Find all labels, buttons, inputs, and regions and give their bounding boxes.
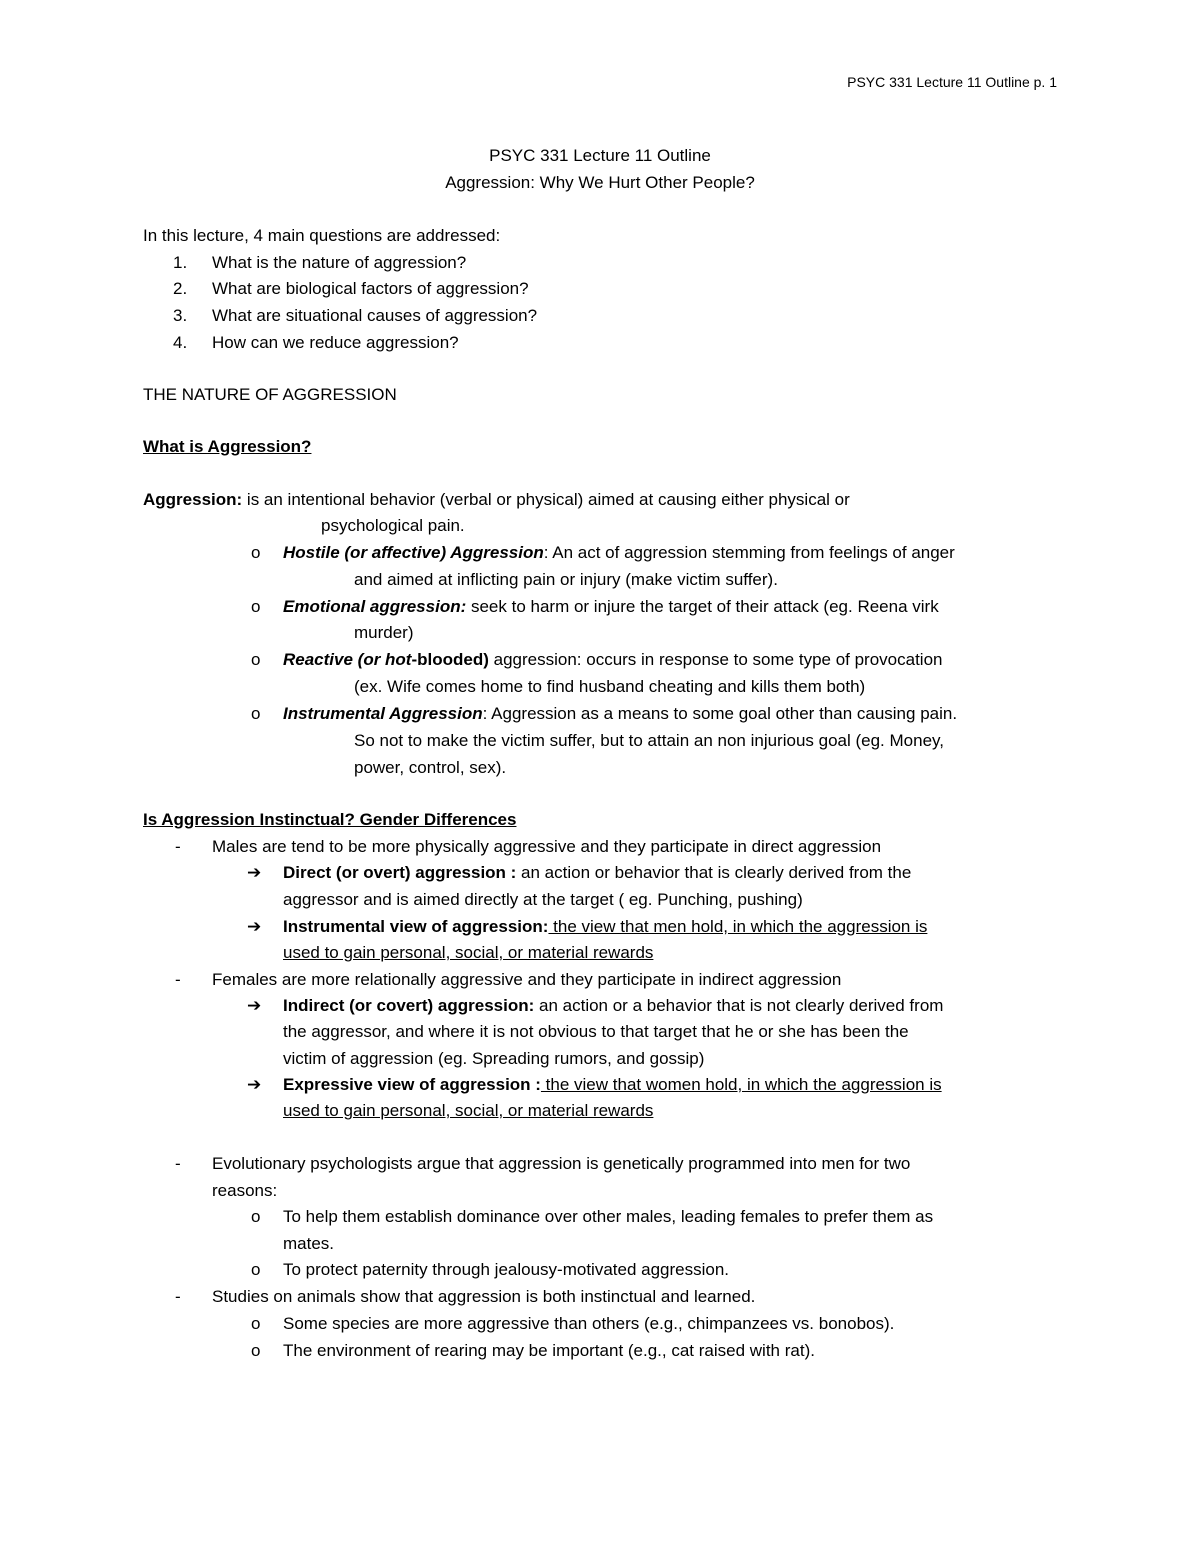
definition-continuation: psychological pain. xyxy=(321,516,465,535)
type-instrumental xyxy=(283,701,957,728)
document-subtitle: Aggression: Why We Hurt Other People? xyxy=(445,172,755,192)
definition-term: Aggression: xyxy=(143,490,243,509)
expressive-view-cont: used to gain personal, social, or material rewards xyxy=(283,1101,654,1120)
question-3 xyxy=(173,303,187,330)
question-1-text: What is the nature of aggression? xyxy=(212,253,467,272)
question-2-text: What are biological factors of aggression? xyxy=(212,279,529,298)
bullet-circle: o xyxy=(251,1207,261,1226)
question-3-text: What are situational causes of aggression? xyxy=(212,306,538,325)
direct-aggression-cont: aggressor and is aimed directly at the target ( eg. Punching, pushing) xyxy=(283,890,803,909)
evolutionary-reason-1-cont: mates. xyxy=(283,1234,335,1253)
question-number: 2. xyxy=(173,279,188,298)
dash-bullet: - xyxy=(175,1287,181,1306)
question-number: 4. xyxy=(173,333,188,352)
type-text: Aggression as a means to some goal other than causing pain. xyxy=(487,704,958,723)
arrow-right-icon: ➔ xyxy=(247,996,262,1015)
bullet-circle: o xyxy=(251,597,261,616)
type-term: Reactive (or hot xyxy=(283,650,412,669)
definition-text: is an intentional behavior (verbal or physical) aimed at causing either physical or xyxy=(242,490,850,509)
expressive-view-text: the view that women hold, in which the aggression is xyxy=(540,1075,942,1094)
question-4 xyxy=(173,330,187,357)
type-reactive xyxy=(283,647,943,674)
type-term: Hostile (or affective) Aggression xyxy=(283,543,544,562)
arrow-right-icon: ➔ xyxy=(247,1075,262,1094)
bullet-circle: o xyxy=(251,1260,261,1279)
type-text: An act of aggression stemming from feelings of anger xyxy=(548,543,955,562)
bullet-circle: o xyxy=(251,650,261,669)
bullet-circle: o xyxy=(251,543,261,562)
type-reactive-cont: (ex. Wife comes home to find husband cheating and kills them both) xyxy=(354,677,866,696)
section-heading-instinctual: Is Aggression Instinctual? Gender Differences xyxy=(143,810,517,829)
indirect-aggression xyxy=(283,993,943,1020)
type-term: Emotional aggression: xyxy=(283,597,467,616)
evolutionary-reason-1: To help them establish dominance over other males, leading females to prefer them as xyxy=(283,1207,934,1226)
type-instrumental-cont-1: So not to make the victim suffer, but to attain an non injurious goal (eg. Money, xyxy=(354,731,944,750)
question-1 xyxy=(173,250,187,277)
indirect-term: Indirect (or covert) aggression: xyxy=(283,996,535,1015)
females-point: Females are more relationally aggressive and they participate in indirect aggression xyxy=(212,970,842,989)
question-4-text: How can we reduce aggression? xyxy=(212,333,459,352)
indirect-aggression-cont-1: the aggressor, and where it is not obvious to that target that he or she has been the xyxy=(283,1022,909,1041)
document-title: PSYC 331 Lecture 11 Outline xyxy=(489,146,711,165)
dash-bullet: - xyxy=(175,970,181,989)
bullet-circle: o xyxy=(251,1341,261,1360)
type-sep: : xyxy=(482,704,488,723)
subheading-what-is-aggression: What is Aggression? xyxy=(143,437,312,456)
expressive-view-term: Expressive view of aggression : xyxy=(283,1075,541,1094)
animal-studies-sub-1: Some species are more aggressive than others (e.g., chimpanzees vs. bonobos). xyxy=(283,1314,895,1333)
evolutionary-reason-2: To protect paternity through jealousy-motivated aggression. xyxy=(283,1260,730,1279)
type-instrumental-cont-2: power, control, sex). xyxy=(354,758,507,777)
type-text: aggression: occurs in response to some type of provocation xyxy=(488,650,943,669)
dash-bullet: - xyxy=(175,837,181,856)
running-head: PSYC 331 Lecture 11 Outline p. 1 xyxy=(847,74,1057,90)
instrumental-view xyxy=(283,914,927,941)
evolutionary-point: Evolutionary psychologists argue that aggression is genetically programmed into men for two xyxy=(212,1154,911,1173)
animal-studies-point: Studies on animals show that aggression is both instinctual and learned. xyxy=(212,1287,756,1306)
instrumental-view-cont: used to gain personal, social, or material rewards xyxy=(283,943,654,962)
direct-text: an action or behavior that is clearly derived from the xyxy=(516,863,912,882)
animal-studies-sub-2: The environment of rearing may be important (e.g., cat raised with rat). xyxy=(283,1341,815,1360)
type-sep: : xyxy=(543,543,549,562)
expressive-view xyxy=(283,1072,942,1099)
type-sep: -blooded) xyxy=(411,650,489,669)
question-2 xyxy=(173,276,187,303)
type-hostile-cont: and aimed at inflicting pain or injury (make victim suffer). xyxy=(354,570,778,589)
indirect-text: an action or a behavior that is not clearly derived from xyxy=(534,996,944,1015)
instrumental-view-text: the view that men hold, in which the aggression is xyxy=(548,917,928,936)
instrumental-view-term: Instrumental view of aggression: xyxy=(283,917,549,936)
type-emotional xyxy=(283,594,939,621)
direct-aggression xyxy=(283,860,911,887)
type-hostile xyxy=(283,540,955,567)
type-term: Instrumental Aggression xyxy=(283,704,483,723)
direct-term: Direct (or overt) aggression : xyxy=(283,863,517,882)
question-number: 3. xyxy=(173,306,188,325)
type-emotional-cont: murder) xyxy=(354,623,414,642)
evolutionary-point-cont: reasons: xyxy=(212,1181,278,1200)
type-text: seek to harm or injure the target of their attack (eg. Reena virk xyxy=(466,597,939,616)
question-number: 1. xyxy=(173,253,188,272)
arrow-right-icon: ➔ xyxy=(247,917,262,936)
aggression-definition xyxy=(143,487,850,514)
arrow-right-icon: ➔ xyxy=(247,863,262,882)
dash-bullet: - xyxy=(175,1154,181,1173)
intro-lead: In this lecture, 4 main questions are addressed: xyxy=(143,226,501,245)
males-point: Males are tend to be more physically aggressive and they participate in direct aggression xyxy=(212,837,882,856)
bullet-circle: o xyxy=(251,704,261,723)
title-block xyxy=(0,143,1200,196)
indirect-aggression-cont-2: victim of aggression (eg. Spreading rumors, and gossip) xyxy=(283,1049,705,1068)
bullet-circle: o xyxy=(251,1314,261,1333)
section-heading-nature: THE NATURE OF AGGRESSION xyxy=(143,385,397,404)
